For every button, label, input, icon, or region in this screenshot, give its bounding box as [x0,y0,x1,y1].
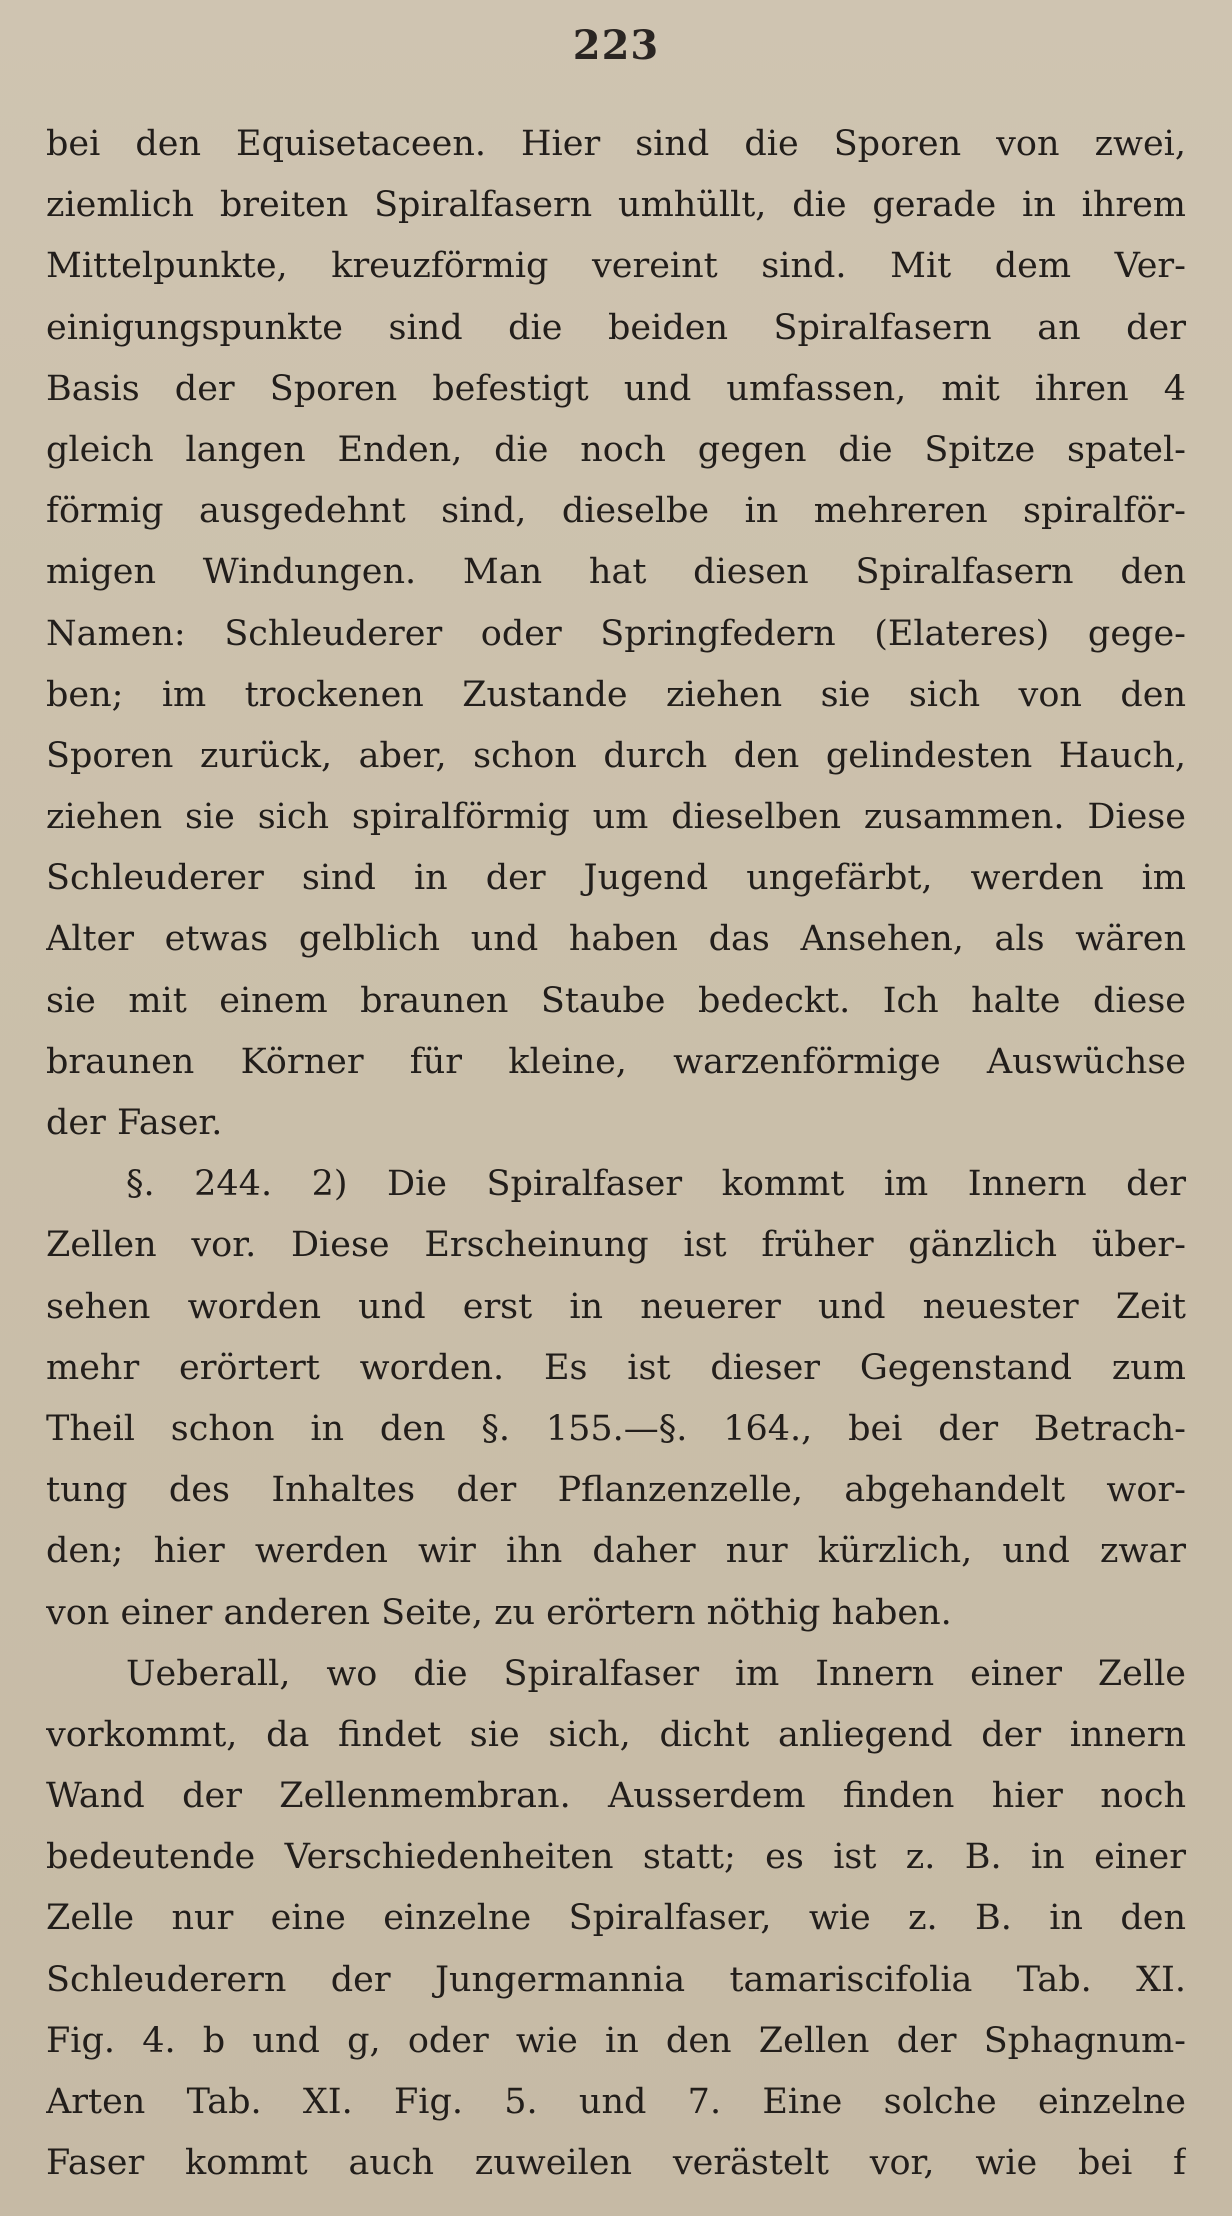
text-line: Zelle nur eine einzelne Spiralfaser, wie z. B. in den [46,1898,1186,1939]
text-line: vorkommt, da findet sie sich, dicht anliegend der innern [46,1714,1186,1755]
text-line: Theil schon in den §. 155.—§. 164., bei der Betrach- [46,1408,1186,1449]
text-line: Zellen vor. Diese Erscheinung ist früher gänzlich über- [46,1225,1186,1266]
text-line: ziemlich breiten Spiralfasern umhüllt, die gerade in ihrem [46,185,1186,226]
text-line: Sporen zurück, aber, schon durch den gelindesten Hauch, [46,735,1186,776]
text-line: Schleuderern der Jungermannia tamariscifolia Tab. XI. [46,1959,1186,2000]
text-line: sehen worden und erst in neuerer und neuester Zeit [46,1286,1186,1327]
text-line: Wand der Zellenmembran. Ausserdem finden hier noch [46,1776,1186,1817]
text-line: förmig ausgedehnt sind, dieselbe in mehreren spiralför- [46,491,1186,532]
text-line: Fig. 4. b und g, oder wie in den Zellen der Sphagnum- [46,2020,1186,2061]
text-line: mehr erörtert worden. Es ist dieser Gegenstand zum [46,1347,1186,1388]
body-text [46,114,1186,2194]
text-line: der Faser. [46,1103,223,1143]
text-line: Schleuderer sind in der Jugend ungefärbt, werden im [46,858,1186,899]
text-line: Namen: Schleuderer oder Springfedern (Elateres) gege- [46,613,1186,654]
text-line: bei den Equisetaceen. Hier sind die Sporen von zwei, [46,124,1186,164]
text-line: einigungspunkte sind die beiden Spiralfasern an der [46,307,1186,348]
page-number: 223 [572,22,660,69]
text-line: Mittelpunkte, kreuzförmig vereint sind. Mit dem Ver- [46,246,1186,287]
text-line: ben; im trockenen Zustande ziehen sie sich von den [46,674,1186,715]
text-line: §. 244. 2) Die Spiralfaser kommt im Innern der [126,1164,1186,1205]
text-line: tung des Inhaltes der Pflanzenzelle, abgehandelt wor- [46,1470,1186,1511]
text-line: migen Windungen. Man hat diesen Spiralfasern den [46,552,1186,593]
text-line: Arten Tab. XI. Fig. 5. und 7. Eine solche einzelne [46,2082,1186,2122]
text-line: Basis der Sporen befestigt und umfassen, mit ihren 4 [46,368,1186,409]
text-line: sie mit einem braunen Staube bedeckt. Ich halte diese [46,980,1186,1021]
text-line: Faser kommt auch zuweilen verästelt vor, wie bei f [46,2143,1186,2184]
text-line: den; hier werden wir ihn daher nur kürzlich, und zwar [46,1531,1186,1572]
text-line: Ueberall, wo die Spiralfaser im Innern einer Zelle [126,1653,1186,1694]
text-line: gleich langen Enden, die noch gegen die Spitze spatel- [46,429,1186,470]
text-line: braunen Körner für kleine, warzenförmige Auswüchse [46,1041,1186,1082]
text-line: bedeutende Verschiedenheiten statt; es ist z. B. in einer [46,1837,1186,1878]
text-line: ziehen sie sich spiralförmig um dieselben zusammen. Diese [46,797,1186,838]
text-line: von einer anderen Seite, zu erörtern nöthig haben. [46,1592,952,1633]
text-line: Alter etwas gelblich und haben das Ansehen, als wären [46,919,1186,960]
